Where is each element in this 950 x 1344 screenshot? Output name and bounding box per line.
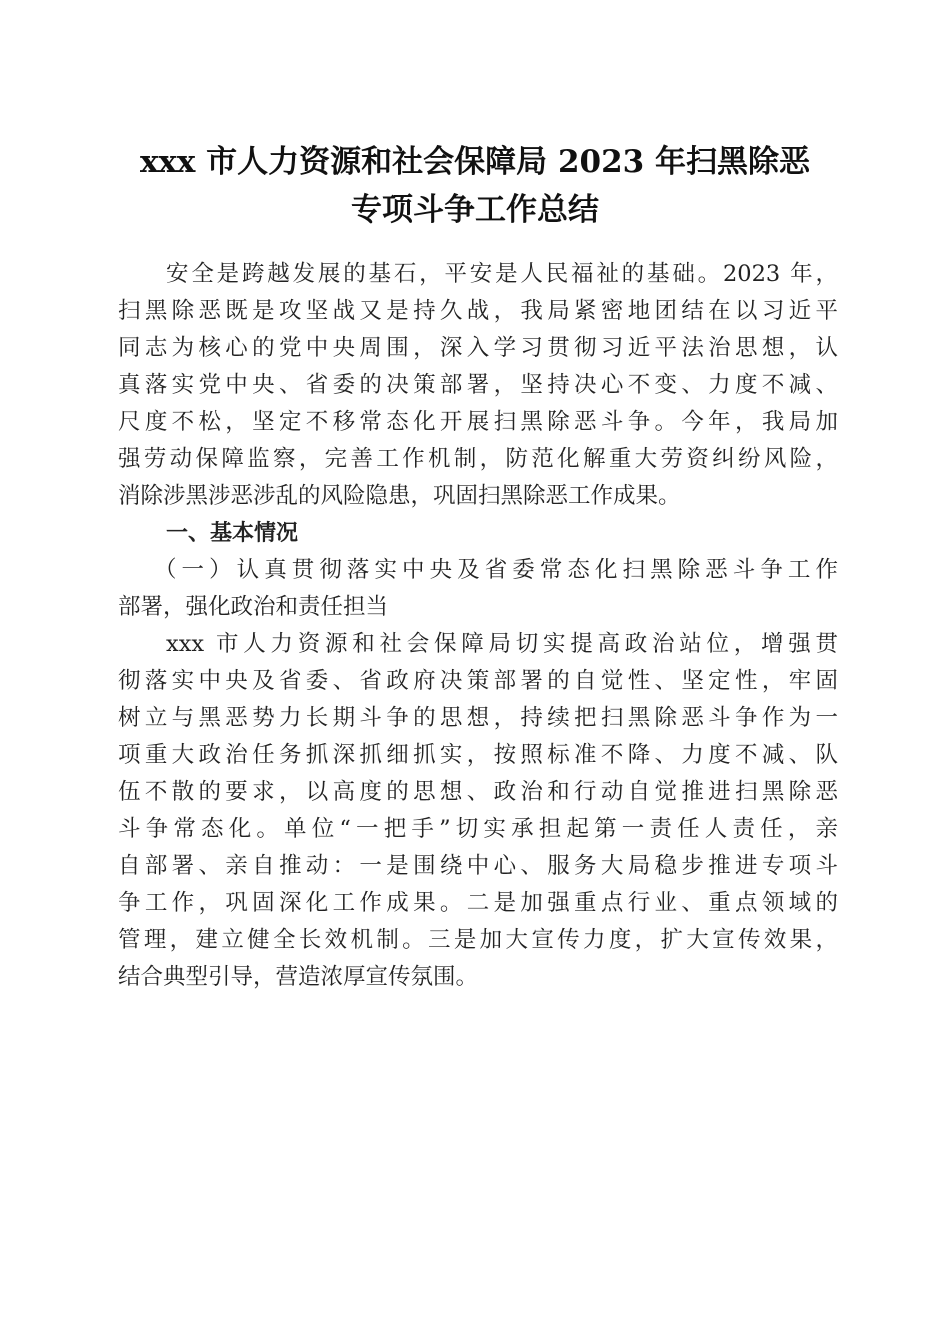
subsection-heading-line-1: （一）认真贯彻落实中央及省委常态化扫黑除恶斗争工作	[154, 557, 838, 583]
text-line: 安全是跨越发展的基石，平安是人民福祉的基础。2023 年，	[166, 261, 838, 287]
text-line: 真落实党中央、省委的决策部署，坚持决心不变、力度不减、	[118, 372, 838, 398]
text-line: 消除涉黑涉恶涉乱的风险隐患，巩固扫黑除恶工作成果。	[118, 483, 681, 509]
subsection-heading	[118, 552, 838, 626]
document-body	[118, 256, 838, 996]
subsection-heading-line-2: 部署，强化政治和责任担当	[118, 594, 389, 620]
text-line: 同志为核心的党中央周围，深入学习贯彻习近平法治思想，认	[118, 335, 838, 361]
text-line: 伍不散的要求，以高度的思想、政治和行动自觉推进扫黑除恶	[118, 779, 838, 805]
text-line: 争工作，巩固深化工作成果。二是加强重点行业、重点领域的	[118, 890, 838, 916]
text-line: 斗争常态化。单位“一把手”切实承担起第一责任人责任，亲	[118, 816, 838, 842]
text-line: 树立与黑恶势力长期斗争的思想，持续把扫黑除恶斗争作为一	[118, 705, 838, 731]
document-title	[100, 138, 850, 234]
subsection-paragraph	[118, 626, 838, 996]
text-line: 项重大政治任务抓深抓细抓实，按照标准不降、力度不减、队	[118, 742, 838, 768]
title-line-2: 专项斗争工作总结	[351, 192, 599, 228]
text-line: 彻落实中央及省委、省政府决策部署的自觉性、坚定性，牢固	[118, 668, 838, 694]
intro-paragraph	[118, 256, 838, 515]
text-line: xxx 市人力资源和社会保障局切实提高政治站位，增强贯	[166, 631, 838, 657]
text-line: 扫黑除恶既是攻坚战又是持久战，我局紧密地团结在以习近平	[118, 298, 838, 324]
title-line-1: xxx 市人力资源和社会保障局 2023 年扫黑除恶	[139, 144, 811, 180]
text-line: 自部署、亲自推动：一是围绕中心、服务大局稳步推进专项斗	[118, 853, 838, 879]
text-line: 强劳动保障监察，完善工作机制，防范化解重大劳资纠纷风险，	[118, 446, 838, 472]
text-line: 结合典型引导，营造浓厚宣传氛围。	[118, 964, 479, 990]
section-heading: 一、基本情况	[166, 521, 299, 546]
text-line: 管理，建立健全长效机制。三是加大宣传力度，扩大宣传效果，	[118, 927, 838, 953]
text-line: 尺度不松，坚定不移常态化开展扫黑除恶斗争。今年，我局加	[118, 409, 838, 435]
